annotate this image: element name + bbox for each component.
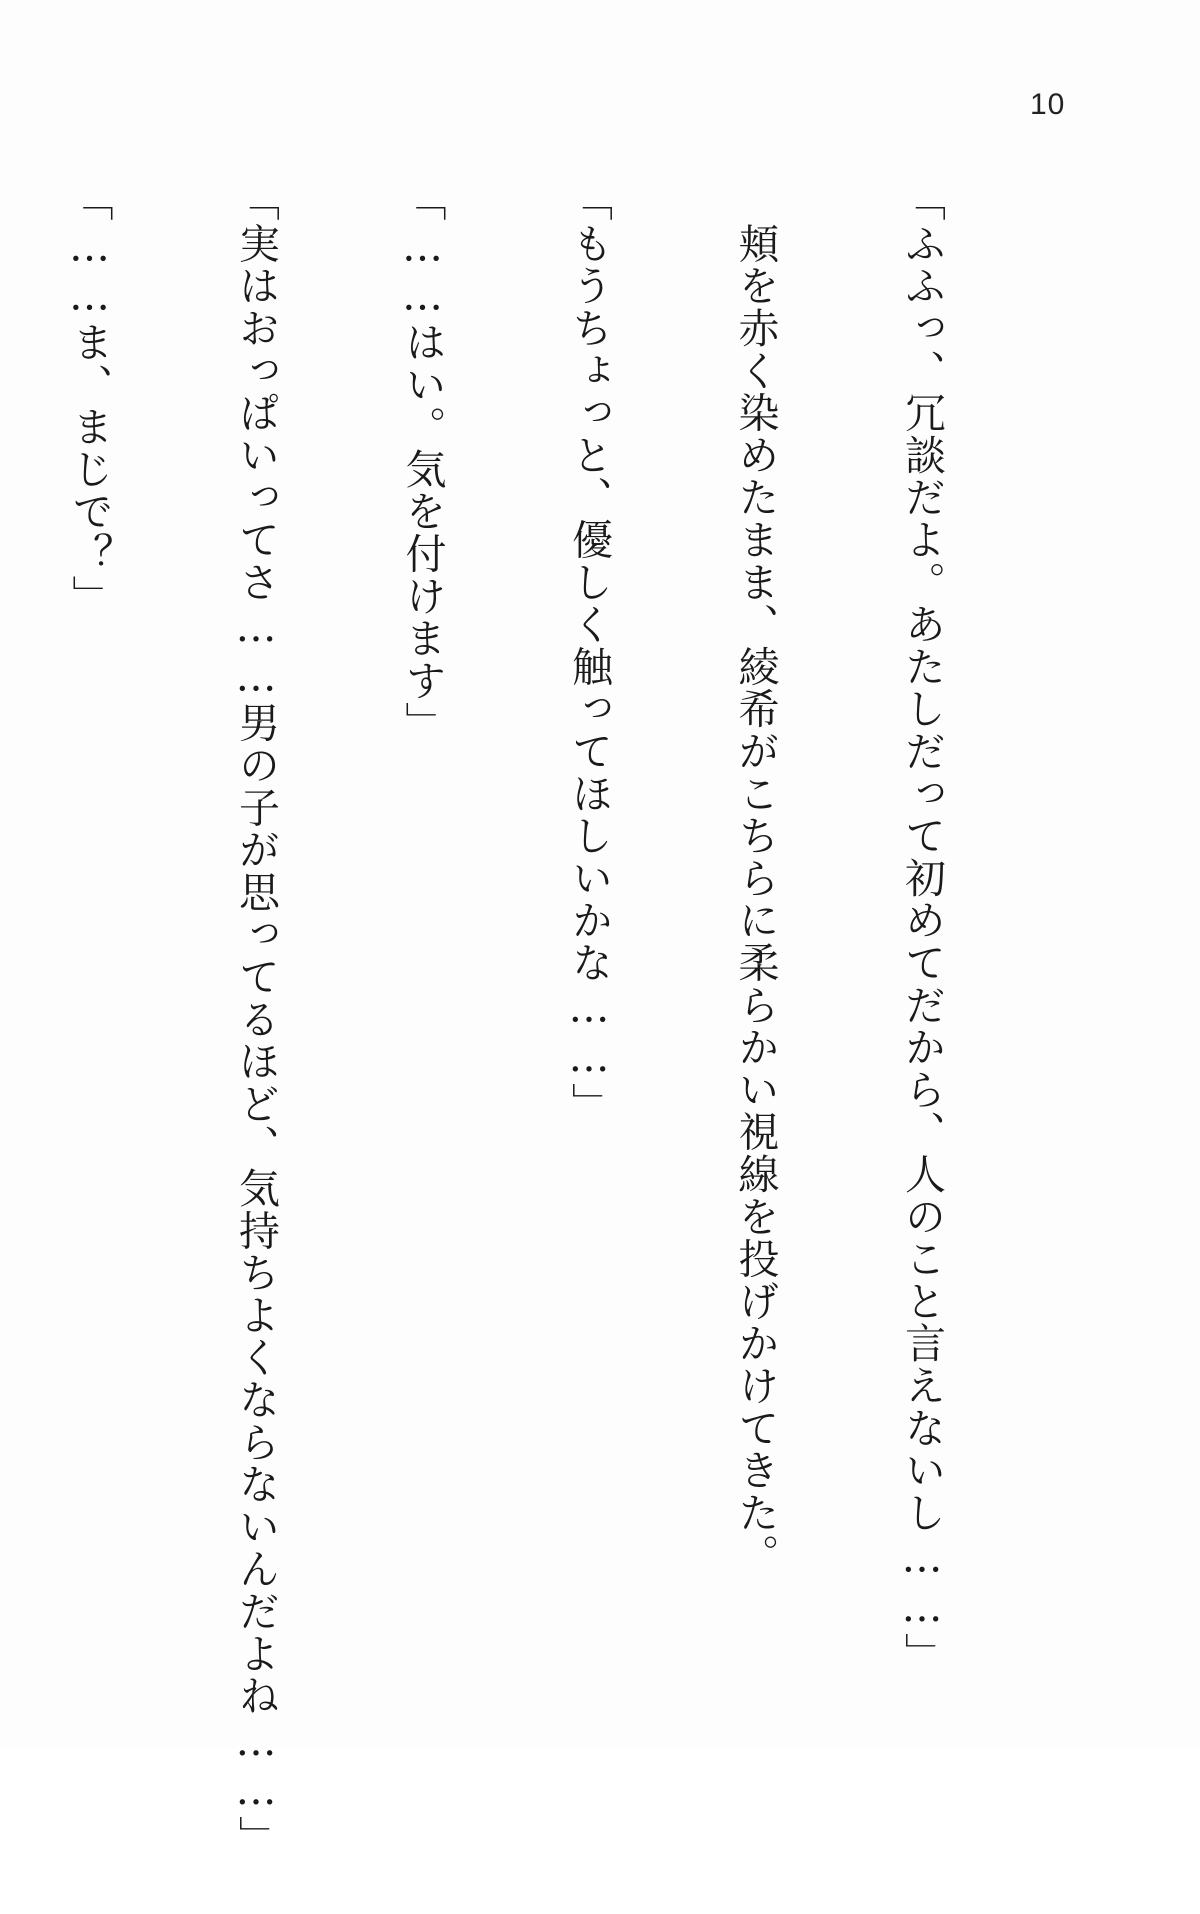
text-line: 「……ま、まじで？」	[65, 180, 114, 617]
text-line: 「実はおっぱいってさ……男の子が思ってるほど、気持ちよくならないんだよね……」	[232, 180, 280, 1858]
text-line: 「もうちょっと、優しく触ってほしいかな……」	[565, 180, 613, 1125]
page-number: 10	[1030, 88, 1066, 121]
text-line: 「ふふっ、冗談だよ。あたしだって初めてだから、人のこと言えないし……」	[898, 180, 946, 1675]
text-line: 「……はい。気を付けます」	[398, 180, 447, 744]
vertical-text-body	[0, 180, 1060, 1858]
text-line: 頬を赤く染めたまま、綾希がこちらに柔らかい視線を投げかけてきた。	[731, 180, 780, 1576]
